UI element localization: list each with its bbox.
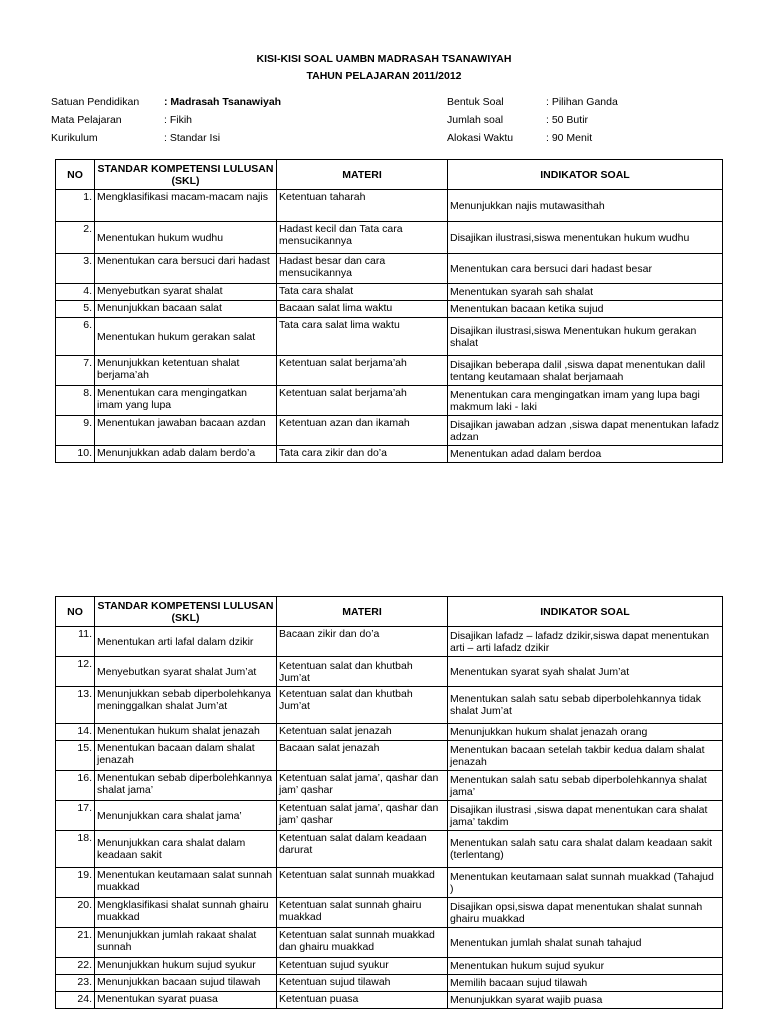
table-row bbox=[56, 868, 723, 898]
meta-label: Kurikulum bbox=[51, 132, 98, 144]
cell-no: 7. bbox=[56, 356, 95, 386]
table-row bbox=[56, 416, 723, 446]
cell-materi: Ketentuan puasa bbox=[277, 992, 448, 1009]
table-header-row bbox=[56, 597, 723, 627]
table-row bbox=[56, 356, 723, 386]
cell-indikator: Menunjukkan najis mutawasithah bbox=[448, 190, 723, 222]
meta-value: : 90 Menit bbox=[546, 132, 593, 144]
cell-no: 10. bbox=[56, 446, 95, 463]
table-row bbox=[56, 831, 723, 868]
document-title: KISI-KISI SOAL UAMBN MADRASAH TSANAWIYAH bbox=[256, 53, 512, 65]
header-indikator: INDIKATOR SOAL bbox=[448, 597, 723, 627]
cell-skl: Menentukan sebab diperbolehkannya shalat jama’ bbox=[95, 771, 277, 801]
header-materi: MATERI bbox=[277, 597, 448, 627]
cell-skl: Menentukan jawaban bacaan azdan bbox=[95, 416, 277, 446]
cell-indikator: Menentukan cara mengingatkan imam yang lupa bagi makmum laki - laki bbox=[448, 386, 723, 416]
cell-no: 9. bbox=[56, 416, 95, 446]
table-row bbox=[56, 992, 723, 1009]
cell-materi: Tata cara shalat bbox=[277, 284, 448, 301]
cell-skl: Menentukan syarat puasa bbox=[95, 992, 277, 1009]
cell-no: 11. bbox=[56, 627, 95, 657]
cell-materi: Ketentuan salat dan khutbah Jum’at bbox=[277, 687, 448, 724]
cell-indikator: Menentukan syarat syah shalat Jum’at bbox=[448, 657, 723, 687]
cell-indikator: Disajikan beberapa dalil ,siswa dapat menentukan dalil tentang keutamaan shalat berjamaah bbox=[448, 356, 723, 386]
meta-label: Jumlah soal bbox=[447, 114, 504, 126]
cell-indikator: Disajikan ilustrasi,siswa Menentukan hukum gerakan shalat bbox=[448, 318, 723, 356]
cell-no: 21. bbox=[56, 928, 95, 958]
cell-materi: Ketentuan sujud tilawah bbox=[277, 975, 448, 992]
table-row bbox=[56, 627, 723, 657]
cell-indikator: Menentukan bacaan setelah takbir kedua dalam shalat jenazah bbox=[448, 741, 723, 771]
cell-indikator: Menentukan salah satu sebab diperbolehkannya shalat jama’ bbox=[448, 771, 723, 801]
table-row bbox=[56, 975, 723, 992]
meta-label: Satuan Pendidikan bbox=[51, 96, 140, 108]
cell-indikator: Disajikan lafadz – lafadz dzikir,siswa dapat menentukan arti – arti lafadz dzikir bbox=[448, 627, 723, 657]
header-materi: MATERI bbox=[277, 160, 448, 190]
cell-no: 6. bbox=[56, 318, 95, 356]
meta-value: : Pilihan Ganda bbox=[546, 96, 618, 108]
meta-label: Mata Pelajaran bbox=[51, 114, 122, 126]
cell-skl: Menunjukkan bacaan sujud tilawah bbox=[95, 975, 277, 992]
cell-skl: Menunjukkan cara shalat dalam keadaan sakit bbox=[95, 831, 277, 868]
cell-indikator: Menentukan keutamaan salat sunnah muakkad (Tahajud ) bbox=[448, 868, 723, 898]
table-row bbox=[56, 724, 723, 741]
cell-materi: Ketentuan salat berjama’ah bbox=[277, 356, 448, 386]
cell-indikator: Menunjukkan hukum shalat jenazah orang bbox=[448, 724, 723, 741]
cell-skl: Menentukan hukum wudhu bbox=[95, 222, 277, 254]
header-skl: STANDAR KOMPETENSI LULUSAN (SKL) bbox=[95, 160, 277, 190]
cell-skl: Menunjukkan hukum sujud syukur bbox=[95, 958, 277, 975]
cell-materi: Ketentuan salat sunnah muakkad bbox=[277, 868, 448, 898]
cell-indikator: Menentukan salah satu sebab diperbolehkannya tidak shalat Jum’at bbox=[448, 687, 723, 724]
cell-materi: Tata cara salat lima waktu bbox=[277, 318, 448, 356]
cell-materi: Hadast besar dan cara mensucikannya bbox=[277, 254, 448, 284]
meta-label: Bentuk Soal bbox=[447, 96, 504, 108]
cell-no: 24. bbox=[56, 992, 95, 1009]
cell-no: 22. bbox=[56, 958, 95, 975]
cell-indikator: Disajikan ilustrasi ,siswa dapat menentukan cara shalat jama’ takdim bbox=[448, 801, 723, 831]
cell-no: 19. bbox=[56, 868, 95, 898]
cell-indikator: Menentukan hukum sujud syukur bbox=[448, 958, 723, 975]
table-row bbox=[56, 284, 723, 301]
cell-indikator: Menentukan cara bersuci dari hadast besar bbox=[448, 254, 723, 284]
table-body bbox=[56, 627, 723, 1009]
cell-skl: Menentukan arti lafal dalam dzikir bbox=[95, 627, 277, 657]
cell-materi: Ketentuan salat berjama’ah bbox=[277, 386, 448, 416]
document-subtitle: TAHUN PELAJARAN 2011/2012 bbox=[306, 70, 462, 82]
cell-no: 14. bbox=[56, 724, 95, 741]
cell-indikator: Disajikan opsi,siswa dapat menentukan shalat sunnah ghairu muakkad bbox=[448, 898, 723, 928]
cell-materi: Ketentuan sujud syukur bbox=[277, 958, 448, 975]
cell-indikator: Disajikan ilustrasi,siswa menentukan hukum wudhu bbox=[448, 222, 723, 254]
table-row bbox=[56, 301, 723, 318]
table-row bbox=[56, 254, 723, 284]
cell-materi: Ketentuan salat sunnah muakkad dan ghairu muakkad bbox=[277, 928, 448, 958]
table-row bbox=[56, 687, 723, 724]
table-body bbox=[56, 190, 723, 463]
cell-indikator: Menentukan syarah sah shalat bbox=[448, 284, 723, 301]
cell-indikator: Menentukan salah satu cara shalat dalam keadaan sakit (terlentang) bbox=[448, 831, 723, 868]
cell-skl: Mengklasifikasi macam-macam najis bbox=[95, 190, 277, 222]
table-row bbox=[56, 657, 723, 687]
cell-materi: Ketentuan salat jama’, qashar dan jam’ qashar bbox=[277, 801, 448, 831]
cell-no: 16. bbox=[56, 771, 95, 801]
cell-skl: Menunjukkan sebab diperbolehkanya meninggalkan shalat Jum’at bbox=[95, 687, 277, 724]
meta-value: : Madrasah Tsanawiyah bbox=[164, 96, 282, 108]
table-row bbox=[56, 801, 723, 831]
cell-skl: Menyebutkan syarat shalat bbox=[95, 284, 277, 301]
header-no: NO bbox=[56, 160, 95, 190]
cell-no: 18. bbox=[56, 831, 95, 868]
cell-indikator: Menunjukkan syarat wajib puasa bbox=[448, 992, 723, 1009]
table-row bbox=[56, 190, 723, 222]
header-no: NO bbox=[56, 597, 95, 627]
table-row bbox=[56, 958, 723, 975]
cell-no: 2. bbox=[56, 222, 95, 254]
cell-skl: Menentukan hukum shalat jenazah bbox=[95, 724, 277, 741]
meta-alokasi-waktu bbox=[447, 132, 747, 146]
meta-bentuk-soal bbox=[447, 96, 747, 110]
cell-skl: Menunjukkan bacaan salat bbox=[95, 301, 277, 318]
cell-materi: Tata cara zikir dan do’a bbox=[277, 446, 448, 463]
meta-satuan-pendidikan bbox=[51, 96, 371, 110]
meta-label: Alokasi Waktu bbox=[447, 132, 514, 144]
cell-indikator: Memilih bacaan sujud tilawah bbox=[448, 975, 723, 992]
cell-no: 5. bbox=[56, 301, 95, 318]
cell-skl: Menunjukkan cara shalat jama’ bbox=[95, 801, 277, 831]
meta-value: : 50 Butir bbox=[546, 114, 589, 126]
cell-skl: Mengklasifikasi shalat sunnah ghairu muakkad bbox=[95, 898, 277, 928]
cell-skl: Menyebutkan syarat shalat Jum’at bbox=[95, 657, 277, 687]
cell-skl: Menunjukkan jumlah rakaat shalat sunnah bbox=[95, 928, 277, 958]
header-indikator: INDIKATOR SOAL bbox=[448, 160, 723, 190]
table-row bbox=[56, 318, 723, 356]
cell-materi: Ketentuan salat jama’, qashar dan jam’ qashar bbox=[277, 771, 448, 801]
cell-skl: Menentukan cara mengingatkan imam yang lupa bbox=[95, 386, 277, 416]
table-row bbox=[56, 771, 723, 801]
cell-no: 17. bbox=[56, 801, 95, 831]
cell-materi: Bacaan zikir dan do’a bbox=[277, 627, 448, 657]
meta-value: : Standar Isi bbox=[164, 132, 221, 144]
table-row bbox=[56, 741, 723, 771]
cell-materi: Hadast kecil dan Tata cara mensucikannya bbox=[277, 222, 448, 254]
cell-skl: Menentukan bacaan dalam shalat jenazah bbox=[95, 741, 277, 771]
cell-materi: Ketentuan azan dan ikamah bbox=[277, 416, 448, 446]
cell-materi: Ketentuan salat sunnah ghairu muakkad bbox=[277, 898, 448, 928]
cell-no: 20. bbox=[56, 898, 95, 928]
cell-skl: Menentukan keutamaan salat sunnah muakkad bbox=[95, 868, 277, 898]
cell-materi: Ketentuan salat jenazah bbox=[277, 724, 448, 741]
cell-no: 13. bbox=[56, 687, 95, 724]
cell-indikator: Disajikan jawaban adzan ,siswa dapat menentukan lafadz adzan bbox=[448, 416, 723, 446]
kisi-table-2 bbox=[55, 596, 723, 1009]
cell-no: 3. bbox=[56, 254, 95, 284]
table-row bbox=[56, 898, 723, 928]
cell-skl: Menentukan hukum gerakan salat bbox=[95, 318, 277, 356]
meta-kurikulum bbox=[51, 132, 371, 146]
table-row bbox=[56, 928, 723, 958]
cell-materi: Bacaan salat jenazah bbox=[277, 741, 448, 771]
cell-materi: Ketentuan salat dan khutbah Jum’at bbox=[277, 657, 448, 687]
cell-no: 4. bbox=[56, 284, 95, 301]
cell-no: 1. bbox=[56, 190, 95, 222]
table-row bbox=[56, 386, 723, 416]
cell-no: 15. bbox=[56, 741, 95, 771]
cell-indikator: Menentukan bacaan ketika sujud bbox=[448, 301, 723, 318]
cell-materi: Ketentuan salat dalam keadaan darurat bbox=[277, 831, 448, 868]
cell-materi: Ketentuan taharah bbox=[277, 190, 448, 222]
meta-jumlah-soal bbox=[447, 114, 747, 128]
table-header-row bbox=[56, 160, 723, 190]
cell-skl: Menentukan cara bersuci dari hadast bbox=[95, 254, 277, 284]
kisi-table-1 bbox=[55, 159, 723, 463]
header-skl: STANDAR KOMPETENSI LULUSAN (SKL) bbox=[95, 597, 277, 627]
table-row bbox=[56, 446, 723, 463]
cell-no: 8. bbox=[56, 386, 95, 416]
cell-indikator: Menentukan jumlah shalat sunah tahajud bbox=[448, 928, 723, 958]
cell-no: 23. bbox=[56, 975, 95, 992]
cell-materi: Bacaan salat lima waktu bbox=[277, 301, 448, 318]
cell-indikator: Menentukan adad dalam berdoa bbox=[448, 446, 723, 463]
meta-mata-pelajaran bbox=[51, 114, 371, 128]
cell-no: 12. bbox=[56, 657, 95, 687]
cell-skl: Menunjukkan adab dalam berdo’a bbox=[95, 446, 277, 463]
meta-value: : Fikih bbox=[164, 114, 193, 126]
cell-skl: Menunjukkan ketentuan shalat berjama’ah bbox=[95, 356, 277, 386]
table-row bbox=[56, 222, 723, 254]
